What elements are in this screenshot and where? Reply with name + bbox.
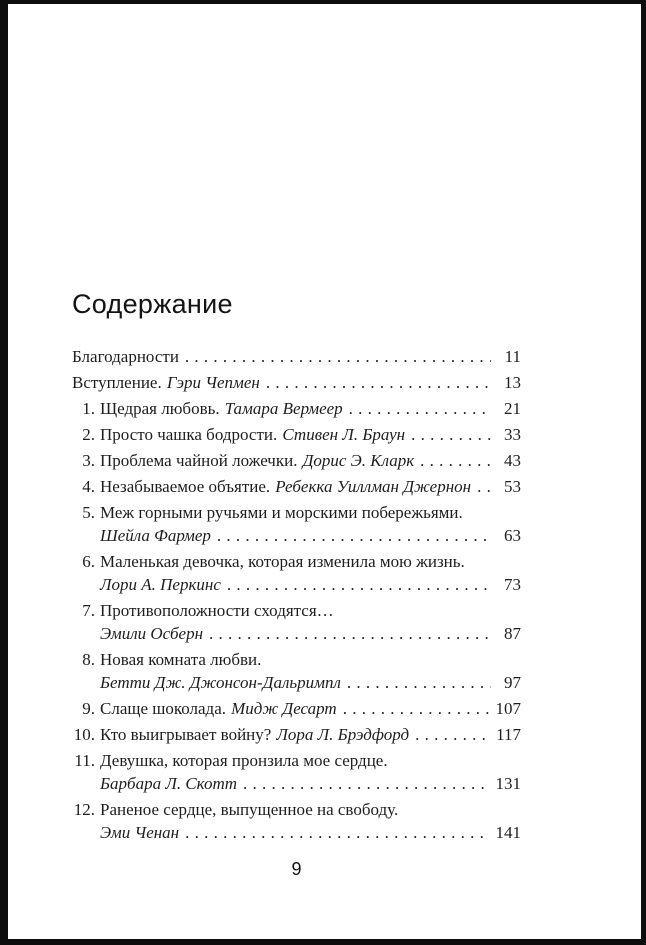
dot-leader xyxy=(349,397,491,420)
entry-number: 3. xyxy=(82,451,95,470)
entry-page: 117 xyxy=(496,725,521,744)
toc-entry xyxy=(72,475,521,498)
entry-number: 1. xyxy=(82,399,95,418)
entry-body xyxy=(100,397,521,420)
entry-page: 13 xyxy=(504,373,521,392)
entry-title-line xyxy=(100,501,521,524)
entry-author: Эмили Осберн xyxy=(100,624,204,643)
entry-line xyxy=(100,423,521,446)
entry-author: Дорис Э. Кларк xyxy=(302,451,415,470)
dot-leader xyxy=(477,475,491,498)
dot-leader xyxy=(420,449,491,472)
toc-entry xyxy=(72,550,521,596)
entry-body xyxy=(100,723,521,746)
entry-body xyxy=(100,697,521,720)
entry-title-line xyxy=(100,749,521,772)
entry-page: 63 xyxy=(504,526,521,545)
entry-number: 5. xyxy=(82,503,95,522)
entry-body xyxy=(100,798,521,844)
entry-number: 12. xyxy=(73,800,95,819)
entry-line xyxy=(100,397,521,420)
entry-page: 33 xyxy=(504,425,521,444)
entry-page: 11 xyxy=(504,347,521,366)
entry-line xyxy=(100,449,521,472)
dot-leader xyxy=(343,697,489,720)
toc-title: Содержание xyxy=(72,289,233,319)
entry-author: Лора Л. Брэдфорд xyxy=(276,725,410,744)
toc-entry xyxy=(72,798,521,844)
entry-page: 131 xyxy=(495,774,521,793)
entry-author: Тамара Вермеер xyxy=(224,399,343,418)
page-number: 9 xyxy=(291,859,302,879)
entry-body xyxy=(100,599,521,645)
dot-leader xyxy=(209,622,491,645)
entry-line xyxy=(100,723,521,746)
entry-page: 97 xyxy=(504,673,521,692)
book-page xyxy=(8,4,641,939)
toc-entry xyxy=(72,449,521,472)
toc-entries xyxy=(72,345,521,844)
toc-entry xyxy=(72,371,521,394)
entry-author-line xyxy=(100,671,521,694)
toc-entry xyxy=(72,423,521,446)
entry-author: Шейла Фармер xyxy=(100,526,211,545)
entry-line xyxy=(72,371,521,394)
entry-body xyxy=(100,501,521,547)
toc-entry xyxy=(72,501,521,547)
entry-line xyxy=(100,475,521,498)
entry-page: 141 xyxy=(495,823,521,842)
entry-body xyxy=(72,345,521,368)
entry-title: Проблема чайной ложечки. xyxy=(100,451,298,470)
dot-leader xyxy=(411,423,491,446)
entry-number: 11. xyxy=(74,751,95,770)
dot-leader xyxy=(185,821,488,844)
entry-number: 6. xyxy=(82,552,95,571)
entry-author: Ребекка Уиллман Джернон xyxy=(275,477,472,496)
dot-leader xyxy=(266,371,491,394)
entry-author-line xyxy=(100,524,521,547)
entry-page: 53 xyxy=(504,477,521,496)
dot-leader xyxy=(217,524,491,547)
dot-leader xyxy=(227,573,491,596)
toc-entry xyxy=(72,345,521,368)
entry-author: Барбара Л. Скотт xyxy=(100,774,238,793)
entry-body xyxy=(100,423,521,446)
entry-title: Просто чашка бодрости. xyxy=(100,425,278,444)
entry-title: Раненое сердце, выпущенное на свободу. xyxy=(100,800,399,819)
entry-number: 4. xyxy=(82,477,95,496)
entry-title: Меж горными ручьями и морскими побережьями. xyxy=(100,503,463,522)
entry-title: Кто выигрывает войну? xyxy=(100,725,272,744)
entry-page: 21 xyxy=(504,399,521,418)
entry-author-line xyxy=(100,821,521,844)
dot-leader xyxy=(347,671,491,694)
toc-entry xyxy=(72,599,521,645)
entry-author: Стивен Л. Браун xyxy=(282,425,406,444)
entry-title: Маленькая девочка, которая изменила мою жизнь. xyxy=(100,552,465,571)
entry-page: 107 xyxy=(495,699,521,718)
entry-number: 8. xyxy=(82,650,95,669)
entry-title: Незабываемое объятие. xyxy=(100,477,271,496)
entry-title-line xyxy=(100,648,521,671)
toc-entry xyxy=(72,697,521,720)
entry-page: 87 xyxy=(504,624,521,643)
entry-body xyxy=(100,449,521,472)
dot-leader xyxy=(185,345,491,368)
entry-number: 9. xyxy=(82,699,95,718)
entry-author: Гэри Чепмен xyxy=(166,373,260,392)
entry-title: Щедрая любовь. xyxy=(100,399,220,418)
toc-entry xyxy=(72,397,521,420)
entry-author: Лори А. Перкинс xyxy=(100,575,221,594)
entry-title-line xyxy=(100,550,521,573)
entry-number: 2. xyxy=(82,425,95,444)
entry-author-line xyxy=(100,772,521,795)
entry-line xyxy=(100,697,521,720)
toc-entry xyxy=(72,749,521,795)
entry-body xyxy=(100,550,521,596)
entry-title-line xyxy=(100,798,521,821)
entry-body xyxy=(100,648,521,694)
toc-entry xyxy=(72,723,521,746)
entry-author: Мидж Десарт xyxy=(231,699,337,718)
entry-title: Слаще шоколада. xyxy=(100,699,226,718)
entry-number: 10. xyxy=(73,725,95,744)
entry-number: 7. xyxy=(82,601,95,620)
entry-page: 43 xyxy=(504,451,521,470)
entry-author-line xyxy=(100,573,521,596)
entry-title: Противоположности сходятся… xyxy=(100,601,334,620)
entry-author: Бетти Дж. Джонсон-Дальримпл xyxy=(100,673,341,692)
entry-body xyxy=(100,749,521,795)
entry-author: Эми Ченан xyxy=(100,823,180,842)
entry-body xyxy=(100,475,521,498)
toc-entry xyxy=(72,648,521,694)
entry-title: Девушка, которая пронзила мое сердце. xyxy=(100,751,388,770)
toc-content xyxy=(8,4,641,939)
entry-body xyxy=(72,371,521,394)
entry-title-line xyxy=(100,599,521,622)
entry-title: Вступление. xyxy=(72,373,162,392)
entry-author-line xyxy=(100,622,521,645)
entry-title: Благодарности xyxy=(72,347,179,366)
entry-title: Новая комната любви. xyxy=(100,650,262,669)
dot-leader xyxy=(415,723,489,746)
entry-page: 73 xyxy=(504,575,521,594)
entry-line xyxy=(72,345,521,368)
dot-leader xyxy=(243,772,488,795)
